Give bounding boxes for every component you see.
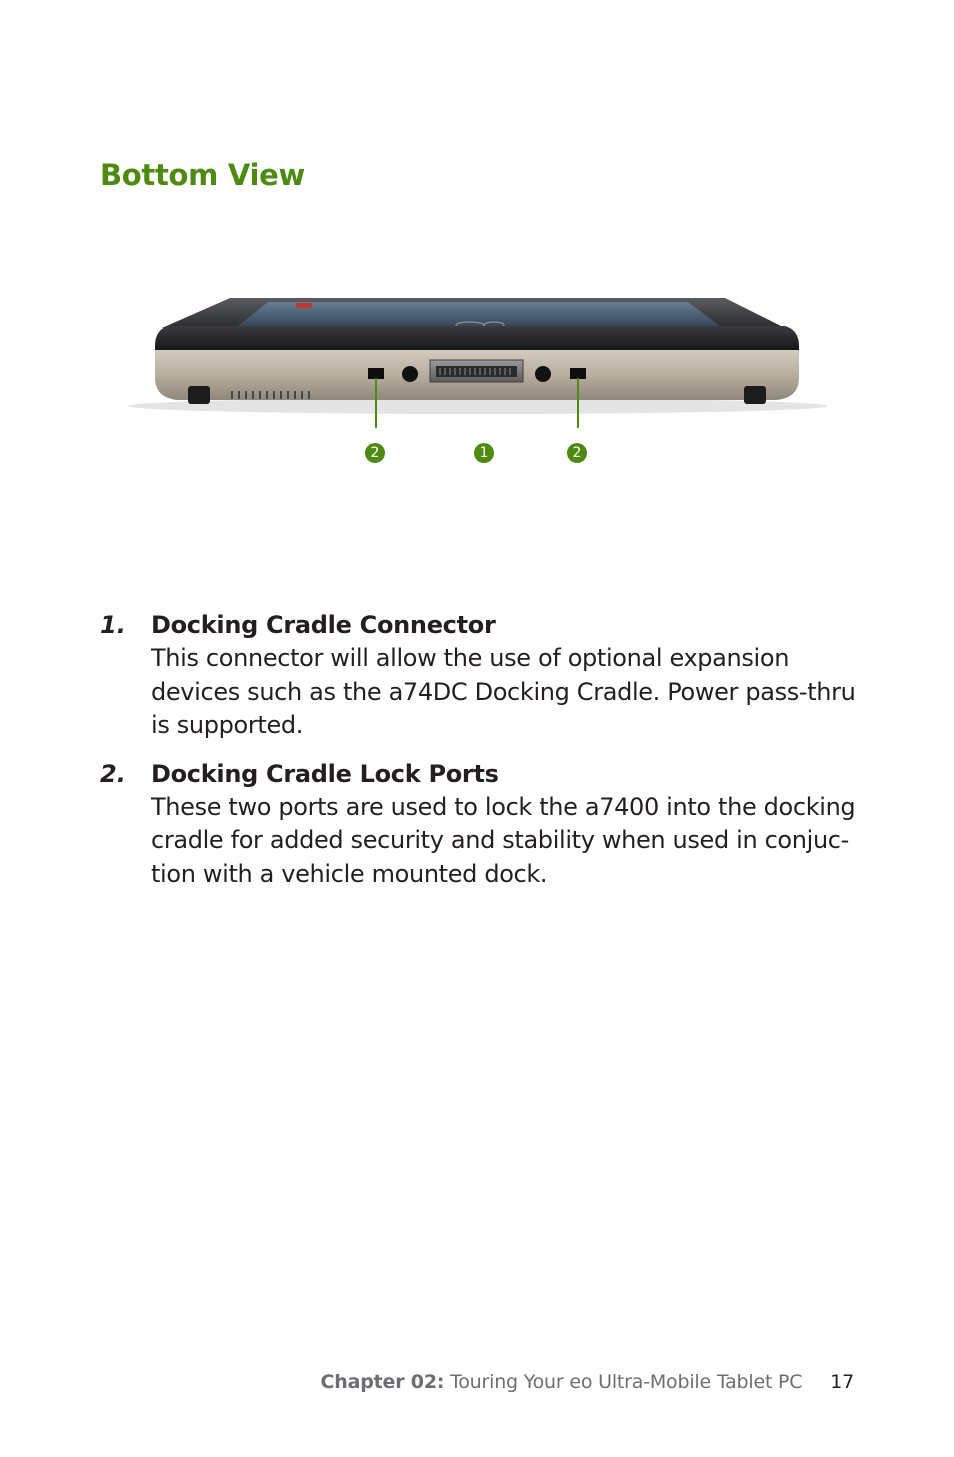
item-title: Docking Cradle Connector [151,611,496,639]
footer-chapter-title: Touring Your eo Ultra-Mobile Tablet PC [450,1371,803,1393]
callout-marker-2-left: 2 [365,443,385,463]
list-item [100,608,860,743]
item-number: 2. [100,759,126,788]
page-footer [321,1371,854,1393]
callout-marker-1: 1 [474,443,494,463]
item-description [151,791,860,892]
tablet-bottom-illustration [0,0,954,560]
device-foot-left [188,386,210,404]
guide-hole-left [402,366,418,382]
device-logo [296,303,312,308]
page-number: 17 [830,1371,854,1393]
description-line: This connector will allow the use of optional expansion [151,644,790,672]
device-shadow [128,398,828,414]
list-item [100,757,860,892]
callout-leader-right [577,378,579,428]
item-description [151,642,860,743]
description-line: devices such as the a74DC Docking Cradle. Power pass-thru [151,677,856,706]
feature-list [100,608,860,905]
device-foot-right [744,386,766,404]
description-line: These two ports are used to lock the a7400 into the docking [151,792,856,821]
connector-pins [440,368,510,375]
guide-hole-right [535,366,551,382]
device-bottom-view-figure [0,0,954,560]
callout-marker-2-right: 2 [567,443,587,463]
description-line: tion with a vehicle mounted dock. [151,859,548,888]
page-heading: Bottom View [100,158,306,192]
item-title: Docking Cradle Lock Ports [151,759,499,788]
description-line: is supported. [151,711,304,739]
callout-leader-left [375,378,377,428]
footer-chapter-label: Chapter 02: [320,1371,445,1393]
device-bezel-band [155,326,799,352]
item-number: 1. [100,611,126,639]
description-line: cradle for added security and stability when used in conjuc- [151,826,849,854]
